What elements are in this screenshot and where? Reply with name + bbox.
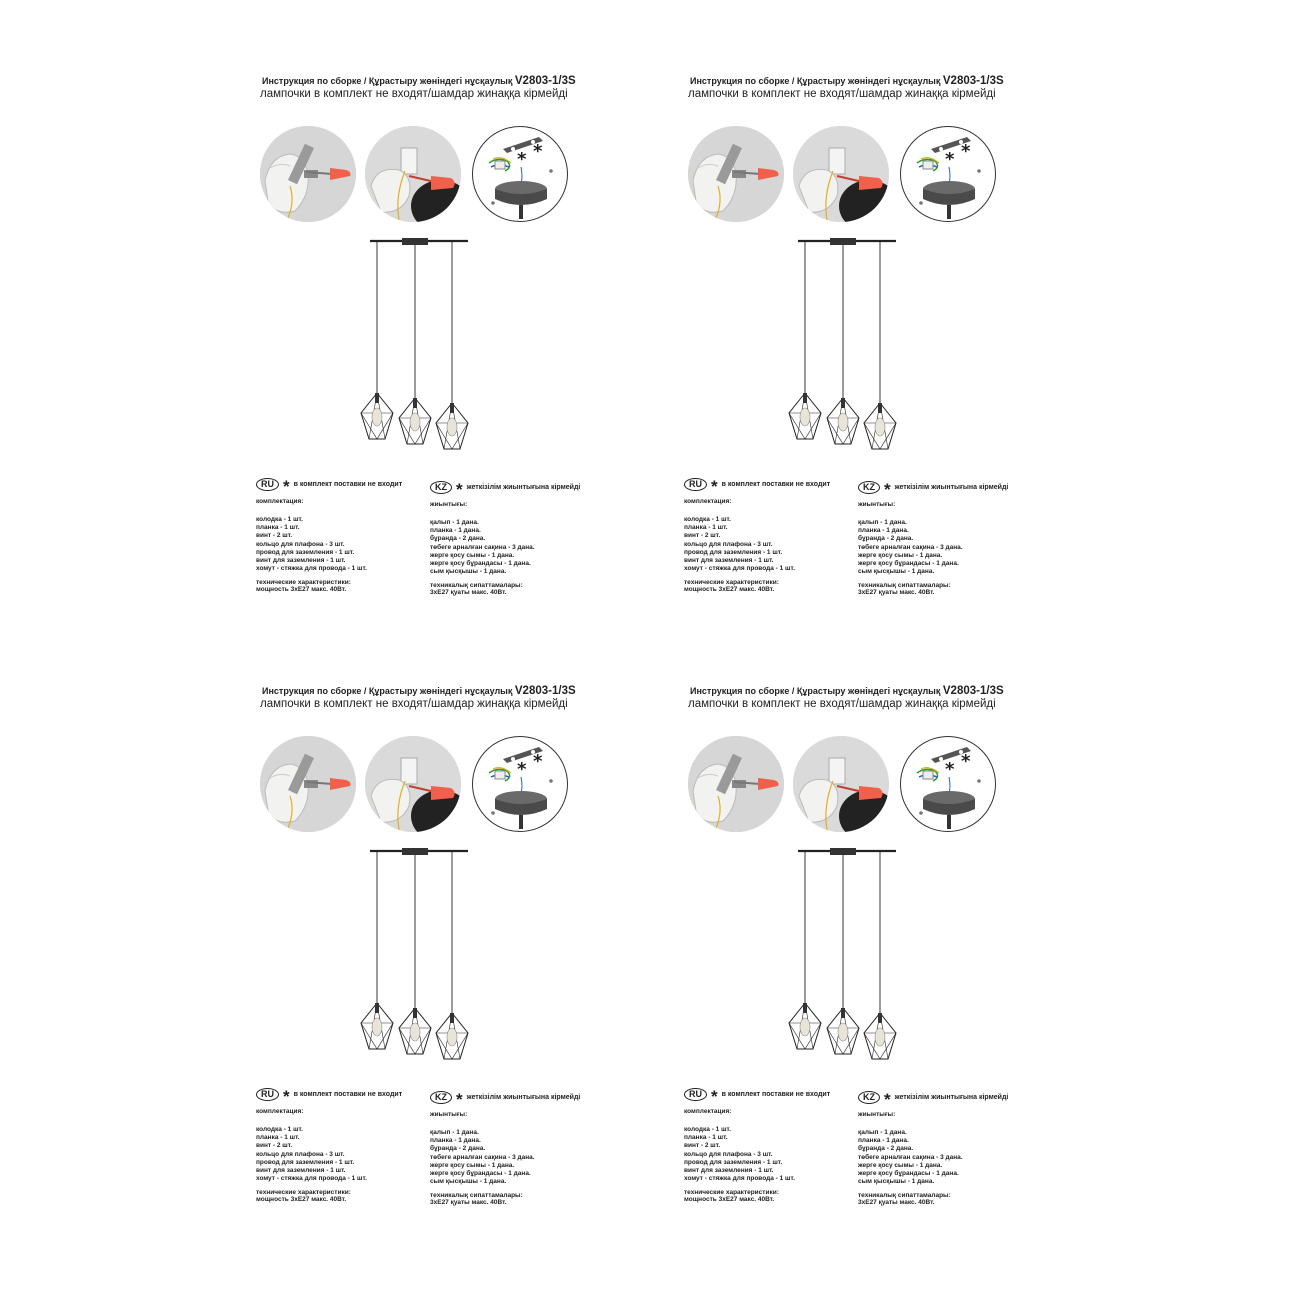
kz-tech-value: 3xE27 қуаты макс. 40Вт. (858, 1199, 935, 1207)
star-icon: * (283, 477, 290, 496)
list-item: бұранда - 2 дана. (430, 1145, 486, 1153)
model-number: V2803-1/3S (942, 75, 1004, 87)
not-included-star-mark: * (945, 759, 955, 780)
list-item: кольцо для плафона - 3 шт. (684, 1150, 773, 1158)
list-item: төбеге арналған сақина - 3 дана. (858, 1153, 963, 1161)
ru-tech-label: технические характеристики: (256, 579, 351, 587)
kz-contents-list (858, 1129, 1038, 1186)
step-screwdriver-bracket-image (260, 736, 356, 832)
instruction-sheet (250, 60, 680, 660)
not-included-star-mark: * (517, 759, 527, 780)
list-item: төбеге арналған сақина - 3 дана. (430, 1153, 535, 1161)
title-text: Инструкция по сборке / Құрастыру жөніндегі нұсқаулық (690, 76, 941, 86)
ru-badge: RU (256, 478, 279, 491)
ru-tech-label: технические характеристики: (684, 579, 779, 587)
list-item: кольцо для плафона - 3 шт. (256, 540, 345, 548)
step-canopy-diagram (472, 736, 568, 832)
ru-contents-list (256, 1126, 436, 1183)
cage-shade-left (361, 1003, 393, 1049)
list-item: планка - 1 дана. (430, 527, 481, 535)
list-item: жерге қосу сымы - 1 дана. (858, 551, 943, 559)
list-item: винт для заземления - 1 шт. (256, 557, 346, 565)
ru-badge: RU (684, 1088, 707, 1101)
kz-contents-label: жиынтығы: (430, 501, 468, 508)
step-screwdriver-bracket-image (688, 736, 784, 832)
ru-contents-list (684, 1126, 864, 1183)
list-item: сым қысқышы - 1 дана. (430, 1178, 507, 1186)
kz-badge: KZ (858, 481, 880, 494)
kz-column (858, 476, 1038, 596)
not-included-star-mark: * (517, 149, 527, 170)
kz-not-included-note: жеткізілім жиынтығына кірмейді (466, 1093, 581, 1101)
kz-column (858, 1086, 1038, 1206)
list-item: планка - 1 дана. (430, 1137, 481, 1145)
kz-tech-value: 3xE27 қуаты макс. 40Вт. (430, 1199, 507, 1207)
list-item: хомут - стяжка для провода - 1 шт. (256, 1175, 367, 1183)
list-item: планка - 1 шт. (684, 524, 728, 532)
step-canopy-diagram (900, 126, 996, 222)
kz-badge: KZ (430, 481, 452, 494)
ru-not-included-note: в комплект поставки не входит (293, 480, 403, 488)
list-item: қалып - 1 дана. (858, 519, 907, 526)
kz-column (430, 476, 610, 596)
title-text: Инструкция по сборке / Құрастыру жөніндегі нұсқаулық (262, 76, 513, 86)
kz-contents-list (430, 1129, 610, 1186)
list-item: бұранда - 2 дана. (858, 1145, 914, 1153)
sheet-subtitle: лампочки в комплект не входят/шамдар жинаққа кірмейді (260, 88, 568, 100)
list-item: винт для заземления - 1 шт. (256, 1167, 346, 1175)
list-item: планка - 1 дана. (858, 1137, 909, 1145)
list-item: төбеге арналған сақина - 3 дана. (858, 543, 963, 551)
list-item: винт - 2 шт. (684, 1142, 721, 1150)
kz-contents-label: жиынтығы: (858, 1111, 896, 1118)
kz-badge: KZ (858, 1091, 880, 1104)
list-item: колодка - 1 шт. (684, 1126, 731, 1133)
not-included-star-mark: * (961, 751, 971, 772)
step-screwdriver-bracket-image (688, 126, 784, 222)
star-icon: * (456, 480, 463, 499)
list-item: хомут - стяжка для провода - 1 шт. (684, 1175, 795, 1183)
cage-shade-center (827, 398, 859, 444)
ru-not-included-note: в комплект поставки не входит (293, 1090, 403, 1098)
cage-shade-center (399, 1008, 431, 1054)
title-text: Инструкция по сборке / Құрастыру жөніндегі нұсқаулық (690, 686, 941, 696)
not-included-star-mark: * (961, 141, 971, 162)
list-item: жерге қосу бұрандасы - 1 дана. (430, 560, 531, 568)
list-item: жерге қосу сымы - 1 дана. (858, 1161, 943, 1169)
list-item: провод для заземления - 1 шт. (684, 1158, 783, 1166)
pendant-lamp-illustration (778, 238, 968, 453)
list-item: сым қысқышы - 1 дана. (430, 568, 507, 576)
ru-not-included-note: в комплект поставки не входит (721, 1090, 831, 1098)
list-item: провод для заземления - 1 шт. (684, 548, 783, 556)
kz-badge: KZ (430, 1091, 452, 1104)
instruction-sheet (250, 670, 680, 1270)
kz-not-included-note: жеткізілім жиынтығына кірмейді (466, 483, 581, 491)
ru-column (684, 476, 864, 593)
ru-tech-value: мощность 3xE27 макс. 40Вт. (256, 586, 347, 594)
cage-shade-right (436, 1013, 468, 1059)
list-item: сым қысқышы - 1 дана. (858, 1178, 935, 1186)
ru-badge: RU (256, 1088, 279, 1101)
kz-tech-value: 3xE27 қуаты макс. 40Вт. (430, 589, 507, 597)
list-item: жерге қосу бұрандасы - 1 дана. (858, 560, 959, 568)
cage-shade-center (399, 398, 431, 444)
kz-contents-list (858, 519, 1038, 576)
model-number: V2803-1/3S (514, 685, 576, 697)
ru-column (256, 476, 436, 593)
step-canopy-diagram (900, 736, 996, 832)
list-item: кольцо для плафона - 3 шт. (256, 1150, 345, 1158)
ru-tech-value: мощность 3xE27 макс. 40Вт. (684, 586, 775, 594)
list-item: жерге қосу бұрандасы - 1 дана. (858, 1170, 959, 1178)
cage-shade-right (436, 403, 468, 449)
pendant-lamp-illustration (778, 848, 968, 1063)
sheet-subtitle: лампочки в комплект не входят/шамдар жинаққа кірмейді (688, 88, 996, 100)
cage-shade-right (864, 403, 896, 449)
ru-column (256, 1086, 436, 1203)
kz-tech-label: техникалық сипаттамалары: (430, 1192, 523, 1200)
star-icon: * (456, 1090, 463, 1109)
ru-tech-value: мощность 3xE27 макс. 40Вт. (684, 1196, 775, 1204)
ru-tech-label: технические характеристики: (684, 1189, 779, 1197)
title-text: Инструкция по сборке / Құрастыру жөніндегі нұсқаулық (262, 686, 513, 696)
ru-contents-label: комплектация: (256, 498, 304, 505)
ru-contents-list (684, 516, 864, 573)
cage-shade-center (827, 1008, 859, 1054)
list-item: колодка - 1 шт. (684, 516, 731, 523)
pendant-lamp-illustration (350, 848, 540, 1063)
star-icon: * (884, 1090, 891, 1109)
instruction-sheet (678, 60, 1108, 660)
ru-tech-label: технические характеристики: (256, 1189, 351, 1197)
kz-not-included-note: жеткізілім жиынтығына кірмейді (894, 483, 1009, 491)
list-item: винт - 2 шт. (256, 1142, 293, 1150)
cage-shade-left (361, 393, 393, 439)
sheet-title (262, 685, 576, 697)
sheet-title (262, 75, 576, 87)
sheet-title (690, 685, 1004, 697)
ru-badge: RU (684, 478, 707, 491)
list-item: винт - 2 шт. (256, 532, 293, 540)
list-item: бұранда - 2 дана. (858, 535, 914, 543)
kz-tech-value: 3xE27 қуаты макс. 40Вт. (858, 589, 935, 597)
cage-shade-left (789, 393, 821, 439)
star-icon: * (711, 1087, 718, 1106)
step-screwdriver-bracket-image (260, 126, 356, 222)
kz-contents-label: жиынтығы: (858, 501, 896, 508)
list-item: қалып - 1 дана. (858, 1129, 907, 1136)
list-item: хомут - стяжка для провода - 1 шт. (256, 565, 367, 573)
list-item: винт для заземления - 1 шт. (684, 557, 774, 565)
star-icon: * (711, 477, 718, 496)
pendant-lamp-illustration (350, 238, 540, 453)
model-number: V2803-1/3S (942, 685, 1004, 697)
kz-contents-label: жиынтығы: (430, 1111, 468, 1118)
ru-contents-list (256, 516, 436, 573)
instruction-sheet (678, 670, 1108, 1270)
list-item: бұранда - 2 дана. (430, 535, 486, 543)
cage-shade-left (789, 1003, 821, 1049)
model-number: V2803-1/3S (514, 75, 576, 87)
sheet-subtitle: лампочки в комплект не входят/шамдар жинаққа кірмейді (260, 698, 568, 710)
ru-contents-label: комплектация: (684, 498, 732, 505)
star-icon: * (884, 480, 891, 499)
ru-tech-value: мощность 3xE27 макс. 40Вт. (256, 1196, 347, 1204)
star-icon: * (283, 1087, 290, 1106)
list-item: қалып - 1 дана. (430, 1129, 479, 1136)
kz-tech-label: техникалық сипаттамалары: (858, 1192, 951, 1200)
kz-tech-label: техникалық сипаттамалары: (430, 582, 523, 590)
list-item: төбеге арналған сақина - 3 дана. (430, 543, 535, 551)
list-item: колодка - 1 шт. (256, 1126, 303, 1133)
ru-contents-label: комплектация: (256, 1108, 304, 1115)
step-canopy-diagram (472, 126, 568, 222)
ru-contents-label: комплектация: (684, 1108, 732, 1115)
step-terminal-block-image (793, 126, 889, 222)
list-item: планка - 1 шт. (256, 1134, 300, 1142)
kz-column (430, 1086, 610, 1206)
list-item: жерге қосу сымы - 1 дана. (430, 1161, 515, 1169)
ru-not-included-note: в комплект поставки не входит (721, 480, 831, 488)
kz-not-included-note: жеткізілім жиынтығына кірмейді (894, 1093, 1009, 1101)
list-item: провод для заземления - 1 шт. (256, 1158, 355, 1166)
sheet-title (690, 75, 1004, 87)
step-terminal-block-image (365, 736, 461, 832)
not-included-star-mark: * (533, 751, 543, 772)
list-item: винт - 2 шт. (684, 532, 721, 540)
list-item: кольцо для плафона - 3 шт. (684, 540, 773, 548)
cage-shade-right (864, 1013, 896, 1059)
kz-contents-list (430, 519, 610, 576)
list-item: винт для заземления - 1 шт. (684, 1167, 774, 1175)
list-item: планка - 1 шт. (684, 1134, 728, 1142)
list-item: хомут - стяжка для провода - 1 шт. (684, 565, 795, 573)
list-item: жерге қосу бұрандасы - 1 дана. (430, 1170, 531, 1178)
list-item: планка - 1 дана. (858, 527, 909, 535)
ru-column (684, 1086, 864, 1203)
list-item: планка - 1 шт. (256, 524, 300, 532)
list-item: қалып - 1 дана. (430, 519, 479, 526)
kz-tech-label: техникалық сипаттамалары: (858, 582, 951, 590)
list-item: колодка - 1 шт. (256, 516, 303, 523)
not-included-star-mark: * (945, 149, 955, 170)
list-item: сым қысқышы - 1 дана. (858, 568, 935, 576)
not-included-star-mark: * (533, 141, 543, 162)
list-item: жерге қосу сымы - 1 дана. (430, 551, 515, 559)
step-terminal-block-image (793, 736, 889, 832)
sheet-subtitle: лампочки в комплект не входят/шамдар жинаққа кірмейді (688, 698, 996, 710)
step-terminal-block-image (365, 126, 461, 222)
list-item: провод для заземления - 1 шт. (256, 548, 355, 556)
